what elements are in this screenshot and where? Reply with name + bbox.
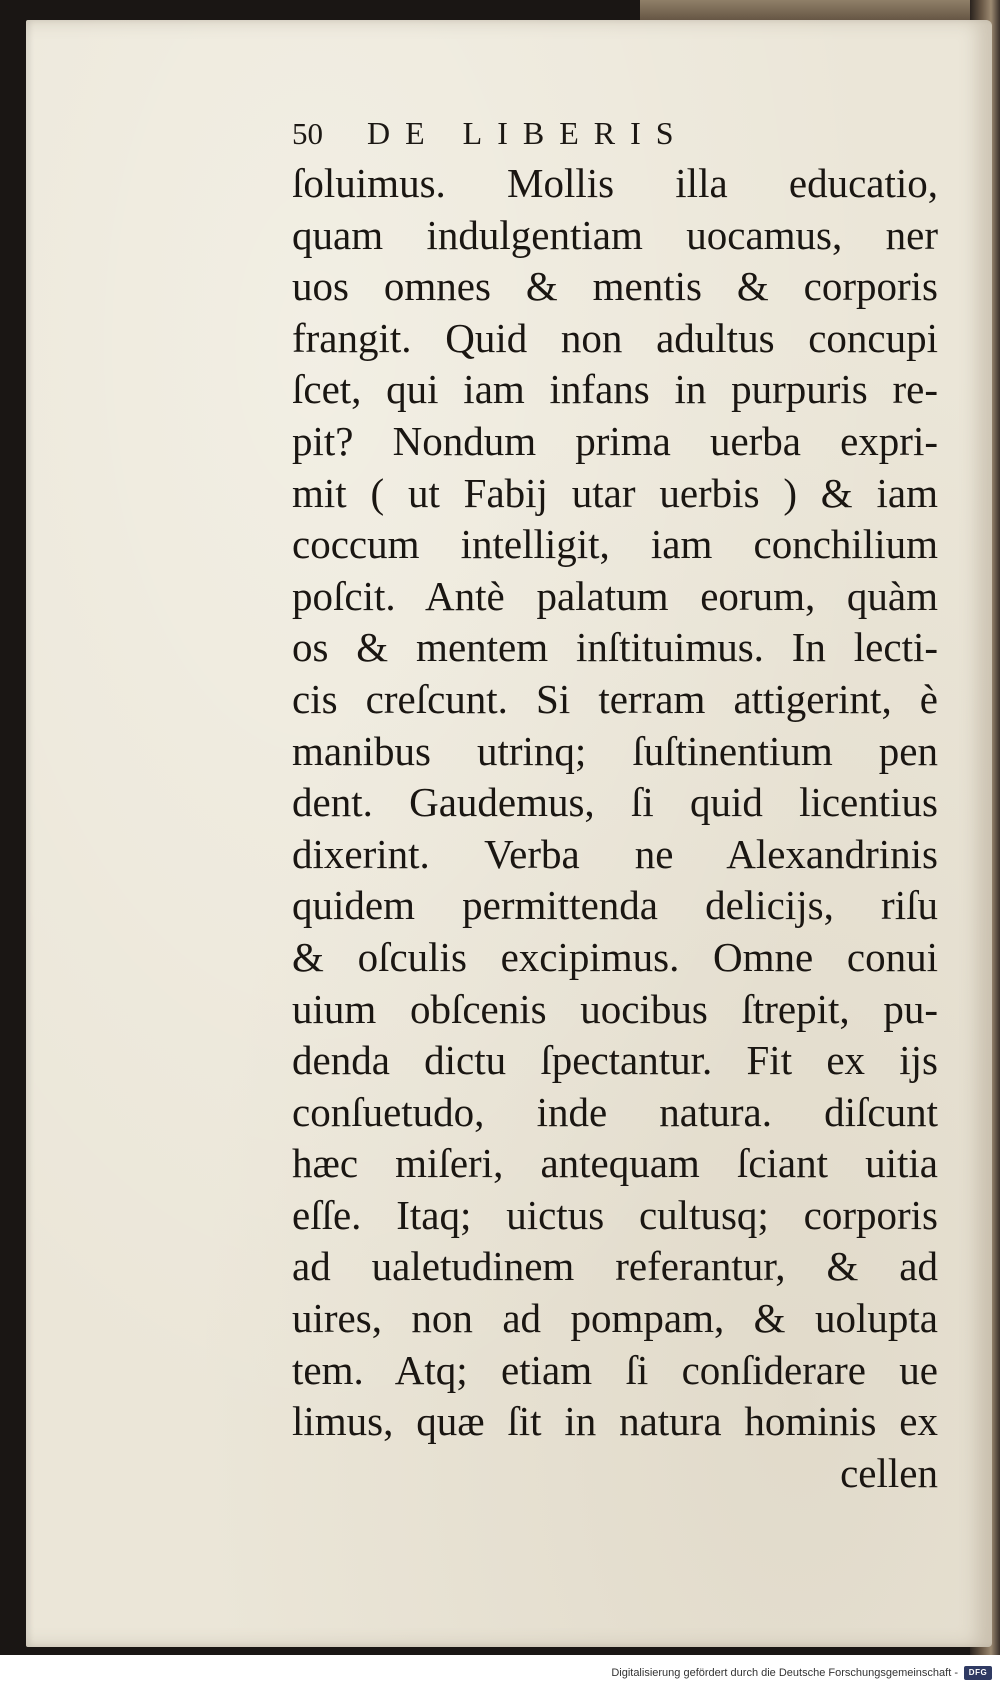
body-text — [292, 158, 938, 1499]
text-line: conſuetudo, inde natura. diſcunt — [292, 1088, 938, 1135]
text-line: ſoluimus. Mollis illa educatio, — [292, 160, 938, 206]
text-line: uium obſcenis uocibus ſtrepit, pu- — [292, 985, 938, 1032]
text-line: manibus utrinq; ſuſtinentium pen — [292, 727, 938, 774]
text-line: ad ualetudinem referantur, & ad — [292, 1243, 938, 1290]
running-head-title: DE LIBERIS — [367, 115, 689, 151]
text-line: os & mentem inſtituimus. In lecti- — [292, 624, 938, 671]
text-line: tem. Atq; etiam ſi conſiderare ue — [292, 1346, 938, 1393]
text-line: & oſculis excipimus. Omne conui — [292, 933, 938, 980]
text-line: pit? Nondum prima uerba expri- — [292, 417, 938, 464]
text-line: uires, non ad pompam, & uolupta — [292, 1295, 938, 1342]
text-line: quidem permittenda delicijs, riſu — [292, 882, 938, 929]
text-line: eſſe. Itaq; uictus cultusq; corporis — [292, 1191, 938, 1238]
text-line: frangit. Quid non adultus concupi — [292, 314, 938, 361]
footer-credit: Digitalisierung gefördert durch die Deutsche Forschungsgemeinschaft - — [611, 1666, 958, 1679]
text-line: mit ( ut Fabij utar uerbis ) & iam — [292, 469, 938, 516]
running-head — [292, 115, 689, 155]
text-line: quam indulgentiam uocamus, ner — [292, 211, 938, 258]
text-line: cis creſcunt. Si terram attigerint, è — [292, 675, 938, 722]
text-line: ſcet, qui iam infans in purpuris re- — [292, 366, 938, 413]
page-number: 50 — [292, 116, 323, 151]
text-line: denda dictu ſpectantur. Fit ex ijs — [292, 1037, 938, 1084]
text-line: coccum intelligit, iam conchilium — [292, 521, 938, 568]
text-line: dixerint. Verba ne Alexandrinis — [292, 830, 938, 877]
text-line: uos omnes & mentis & corporis — [292, 263, 938, 310]
text-line: dent. Gaudemus, ſi quid licentius — [292, 779, 938, 826]
text-line: poſcit. Antè palatum eorum, quàm — [292, 572, 938, 619]
digitization-footer — [0, 1655, 1000, 1690]
text-line: limus, quæ ſit in natura hominis ex — [292, 1398, 938, 1445]
text-line: hæc miſeri, antequam ſciant uitia — [292, 1140, 938, 1187]
catchword: cellen — [840, 1449, 938, 1496]
dfg-logo-icon: DFG — [964, 1666, 992, 1680]
